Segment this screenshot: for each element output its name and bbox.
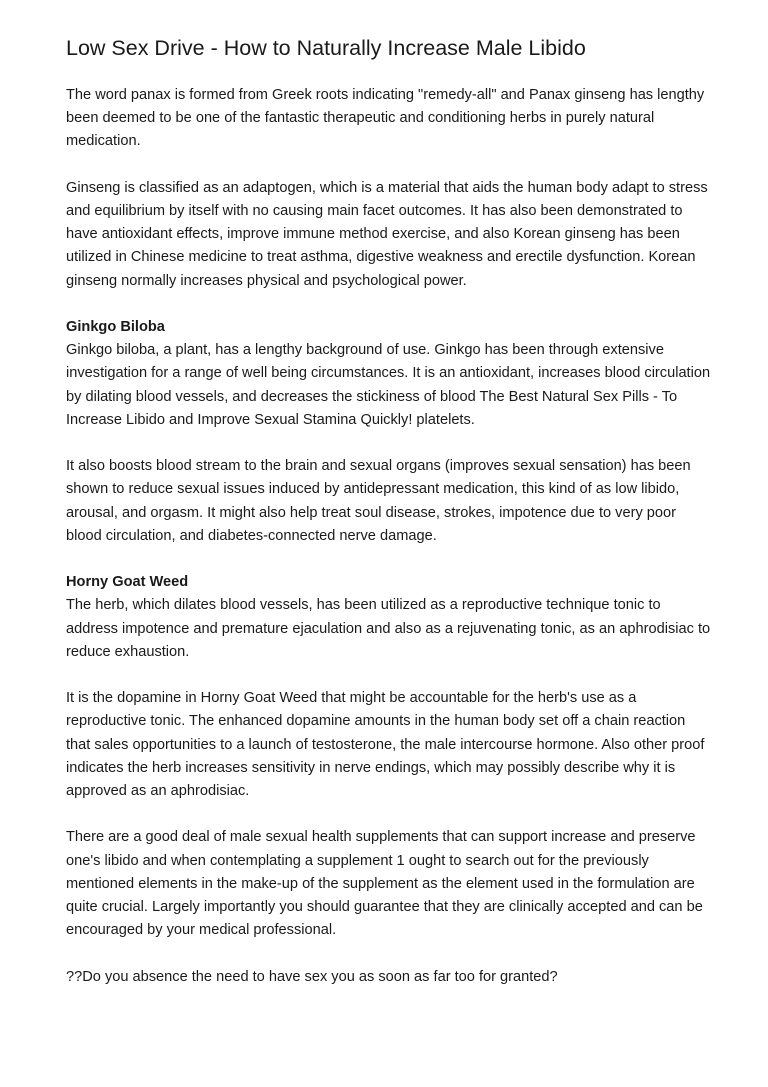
section-horny-goat-weed [66, 571, 712, 664]
paragraph-supplements: There are a good deal of male sexual health supplements that can support increase and preserve one's libido and when contemplating a supplement 1 ought to search out for the previously mentioned elements in the make-up of the supplement as the element used in the formulation are quite crucial. Largely importantly you should guarantee that they are clinically accepted and can be encouraged by your medical professional. [66, 829, 703, 939]
paragraph-ginseng: Ginseng is classified as an adaptogen, which is a material that aids the human body adapt to stress and equilibrium by itself with no causing main facet outcomes. It has also been demonstrated to have antioxidant effects, improve immune method exercise, and also Korean ginseng has been utilized in Chinese medicine to treat asthma, digestive weakness and erectile dysfunction. Korean ginseng normally increases physical and psychological power. [66, 179, 708, 289]
paragraph-dopamine: It is the dopamine in Horny Goat Weed that might be accountable for the herb's use as a reproductive tonic. The enhanced dopamine amounts in the human body set off a chain reaction that sales opportunities to a launch of testosterone, the male intercourse hormone. Also other proof indicates the herb increases sensitivity in nerve endings, which may possibly describe why it is approved as an aphrodisiac. [66, 690, 705, 800]
heading-horny-goat-weed: Horny Goat Weed [66, 574, 189, 591]
paragraph-closing-question: ??Do you absence the need to have sex you as soon as far too for granted? [66, 968, 558, 985]
paragraph-blood-stream: It also boosts blood stream to the brain and sexual organs (improves sexual sensation) has been shown to reduce sexual issues induced by antidepressant medication, this kind of as low libido, arousal, and orgasm. It might also help treat soul disease, strokes, impotence due to very poor blood circulation, and diabetes-connected nerve damage. [66, 458, 691, 544]
paragraph-herb-tonic: The herb, which dilates blood vessels, has been utilized as a reproductive technique tonic to address impotence and premature ejaculation and also as a rejuvenating tonic, as an aphrodisiac to reduce exhaustion. [66, 597, 711, 660]
paragraph-panax-intro: The word panax is formed from Greek roots indicating "remedy-all" and Panax ginseng has lengthy been deemed to be one of the fantastic therapeutic and conditioning herbs in purely natural medication. [66, 87, 705, 150]
page-title: Low Sex Drive - How to Naturally Increase Male Libido [66, 36, 586, 60]
heading-ginkgo-biloba: Ginkgo Biloba [66, 319, 165, 335]
paragraph-ginkgo: Ginkgo biloba, a plant, has a lengthy background of use. Ginkgo has been through extensive investigation for a range of well being circumstances. It is an antioxidant, increases blood circulation by dilating blood vessels, and decreases the stickiness of blood The Best Natural Sex Pills - To Increase Libido and Improve Sexual Stamina Quickly! platelets. [66, 342, 711, 428]
section-ginkgo-biloba [66, 316, 712, 432]
